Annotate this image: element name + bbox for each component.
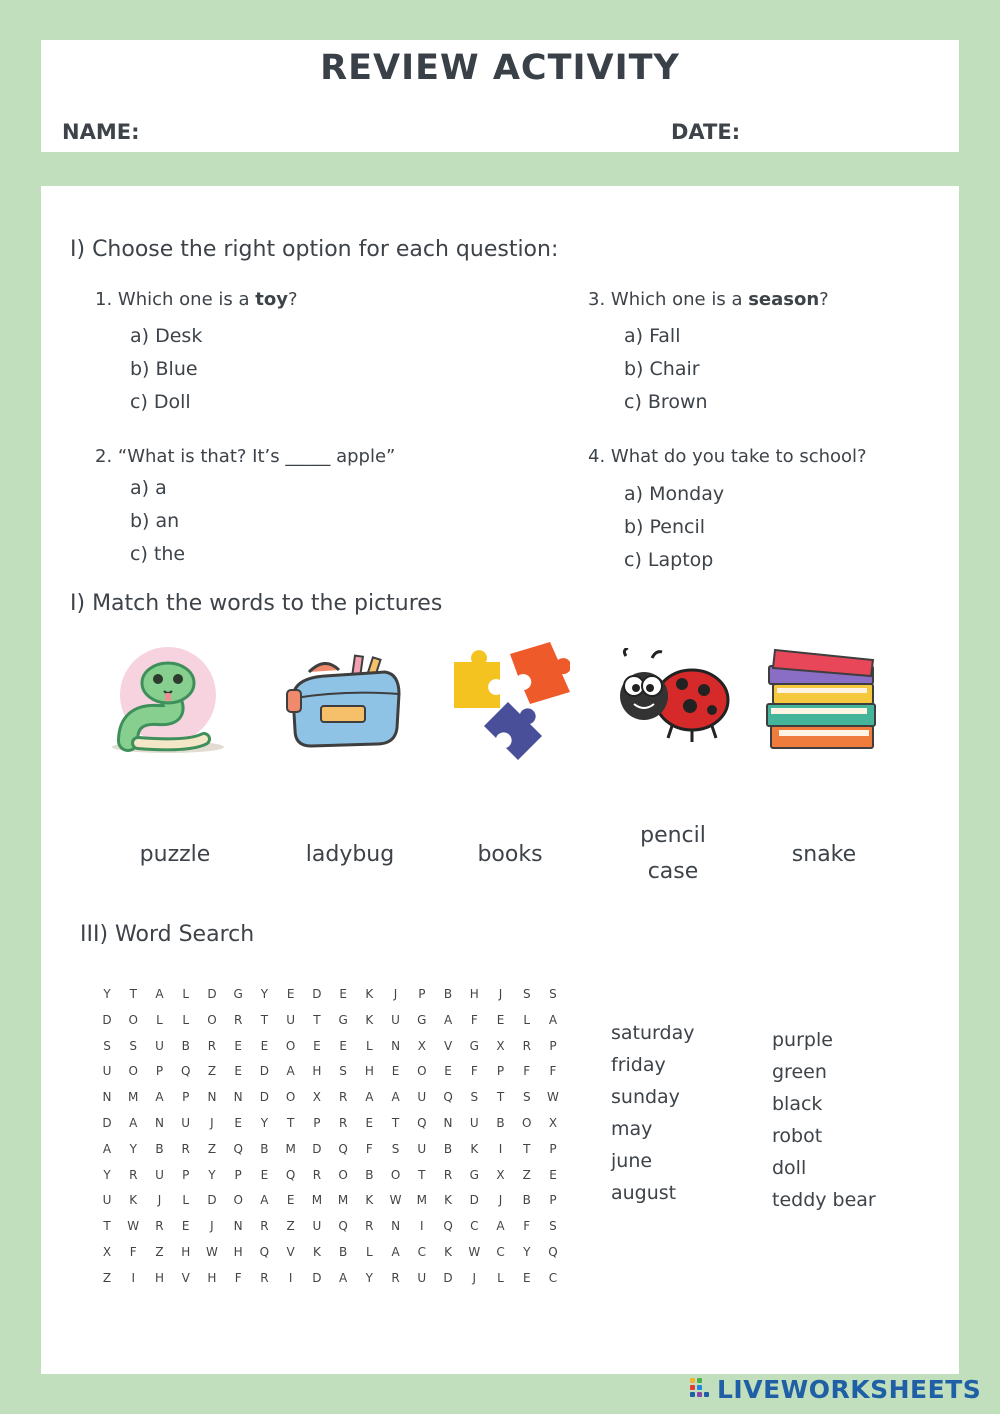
word-search-letter[interactable]: U — [417, 1090, 427, 1105]
word-search-letter[interactable]: O — [417, 1064, 427, 1079]
word-purple: purple — [772, 1029, 833, 1051]
word-search-letter[interactable]: Y — [103, 987, 111, 1001]
word-search-letter[interactable]: T — [313, 1012, 321, 1027]
word-search-letter[interactable]: H — [233, 1245, 243, 1259]
word-search-letter[interactable]: A — [391, 1090, 400, 1105]
word-search-letter[interactable]: N — [233, 1219, 243, 1234]
word-search-letter[interactable]: N — [391, 1038, 401, 1053]
word-search-letter[interactable]: O — [390, 1167, 401, 1182]
word-search-letter[interactable]: Y — [103, 1167, 111, 1182]
word-search-row[interactable] — [100, 1090, 560, 1110]
date-label: DATE: — [671, 120, 741, 144]
word-friday: friday — [611, 1054, 666, 1076]
word-search-row[interactable] — [100, 1271, 560, 1291]
word-search-letter[interactable]: W — [127, 1219, 140, 1234]
word-search-letter[interactable]: Q — [285, 1167, 296, 1182]
word-search-letter[interactable]: P — [182, 1167, 190, 1182]
word-search-letter[interactable]: A — [365, 1090, 374, 1105]
puzzle-picture[interactable] — [450, 640, 570, 760]
word-search-letter[interactable]: S — [522, 987, 531, 1001]
word-teddy-bear: teddy bear — [772, 1189, 876, 1211]
question-1-suffix: ? — [287, 289, 298, 310]
word-search-letter[interactable]: X — [548, 1116, 558, 1130]
match-word-snake[interactable]: snake — [791, 842, 857, 867]
word-search-letter[interactable]: X — [102, 1245, 112, 1259]
word-search-letter[interactable]: U — [312, 1219, 322, 1234]
word-search-letter[interactable]: U — [155, 1038, 164, 1053]
q4-option-a[interactable]: a) Monday — [624, 483, 725, 505]
word-search-letter[interactable]: J — [157, 1193, 162, 1208]
word-search-letter[interactable]: D — [443, 1270, 453, 1285]
word-search-letter[interactable]: S — [522, 1090, 531, 1105]
word-search-letter[interactable]: T — [418, 1167, 426, 1182]
word-search-letter[interactable]: E — [339, 1038, 347, 1053]
word-search-letter[interactable]: D — [469, 1193, 479, 1208]
word-search-letter[interactable]: L — [497, 1270, 504, 1285]
word-search-letter[interactable]: J — [210, 1116, 214, 1130]
word-search-letter[interactable]: U — [102, 1193, 112, 1208]
word-search-letter[interactable]: Q — [417, 1116, 427, 1130]
section2-title: I) Match the words to the pictures — [70, 591, 443, 616]
word-search-letter[interactable]: D — [259, 1064, 270, 1079]
word-saturday: saturday — [611, 1022, 695, 1044]
word-search-letter[interactable]: R — [207, 1038, 217, 1053]
q2-option-a[interactable]: a) a — [130, 477, 167, 499]
word-search-letter[interactable]: E — [286, 1193, 295, 1208]
word-search-letter[interactable]: P — [496, 1064, 505, 1079]
q1-option-b[interactable]: b) Blue — [130, 358, 198, 380]
word-search-letter[interactable]: N — [207, 1090, 217, 1105]
snake-picture[interactable] — [108, 643, 228, 755]
word-search-letter[interactable]: O — [128, 1012, 138, 1027]
word-search-letter[interactable]: R — [260, 1219, 269, 1234]
word-search-letter[interactable]: R — [338, 1090, 348, 1105]
word-search-letter[interactable]: K — [129, 1193, 138, 1208]
word-search-row[interactable] — [100, 1219, 560, 1239]
word-search-letter[interactable]: Y — [523, 1245, 531, 1259]
word-search-letter[interactable]: K — [365, 1193, 374, 1208]
word-search-row[interactable] — [100, 1064, 560, 1084]
word-search-letter[interactable]: P — [234, 1167, 242, 1182]
word-search-letter[interactable]: M — [311, 1193, 323, 1208]
word-search-letter[interactable]: U — [102, 1064, 112, 1079]
question-1-keyword: toy — [255, 289, 288, 310]
match-word-pencil-case[interactable] — [598, 818, 748, 890]
word-search-letter[interactable]: E — [391, 1064, 400, 1079]
word-search-letter[interactable]: F — [549, 1064, 557, 1079]
word-search-letter[interactable]: K — [365, 987, 374, 1001]
word-search-letter[interactable]: J — [498, 1193, 503, 1208]
word-search-letter[interactable]: Q — [443, 1219, 453, 1234]
word-search-letter[interactable]: D — [102, 1012, 112, 1027]
word-search-row[interactable] — [100, 1116, 560, 1136]
word-search-letter[interactable]: C — [548, 1270, 558, 1285]
word-search-letter[interactable]: I — [288, 1270, 293, 1285]
match-word-pencil-line2: case — [647, 859, 699, 884]
word-search-letter[interactable]: A — [129, 1116, 138, 1130]
ladybug-picture[interactable] — [612, 648, 732, 748]
word-august: august — [611, 1182, 677, 1204]
word-search-letter[interactable]: W — [547, 1090, 559, 1105]
word-search-letter[interactable]: H — [207, 1270, 217, 1285]
word-may: may — [611, 1118, 653, 1140]
word-search-letter[interactable]: P — [155, 1064, 164, 1079]
word-search-letter[interactable]: K — [444, 1193, 452, 1208]
word-search-letter[interactable]: C — [470, 1219, 479, 1234]
word-search-letter[interactable]: E — [496, 1012, 505, 1027]
word-search-letter[interactable]: H — [154, 1270, 164, 1285]
word-search-letter[interactable]: S — [339, 1064, 347, 1079]
q2-option-c[interactable]: c) the — [130, 543, 186, 565]
word-search-letter[interactable]: Y — [260, 1116, 269, 1130]
word-search-letter[interactable]: X — [496, 1167, 505, 1182]
word-search-letter[interactable]: D — [207, 1193, 217, 1208]
word-search-letter[interactable]: E — [549, 1167, 557, 1182]
word-search-letter[interactable]: K — [444, 1245, 452, 1259]
question-3 — [588, 289, 829, 310]
word-search-letter[interactable]: O — [285, 1038, 296, 1053]
word-search-letter[interactable]: L — [182, 1012, 190, 1027]
word-search-letter[interactable]: T — [496, 1090, 505, 1105]
word-search-letter[interactable]: B — [155, 1141, 164, 1156]
word-search-letter[interactable]: A — [548, 1012, 558, 1027]
word-search-letter[interactable]: O — [338, 1167, 348, 1182]
word-search-letter[interactable]: A — [286, 1064, 295, 1079]
word-search-letter[interactable]: F — [523, 1219, 531, 1234]
word-search-letter[interactable]: N — [391, 1219, 401, 1234]
word-search-letter[interactable]: F — [470, 1012, 478, 1027]
q1-option-a[interactable]: a) Desk — [130, 325, 203, 347]
word-search-letter[interactable]: X — [312, 1090, 321, 1105]
word-search-letter[interactable]: U — [155, 1167, 164, 1182]
word-search-letter[interactable]: W — [468, 1245, 481, 1259]
word-doll: doll — [772, 1157, 807, 1179]
word-search-letter[interactable]: P — [549, 1141, 557, 1156]
question-3-keyword: season — [748, 289, 820, 310]
word-search-letter[interactable]: R — [129, 1167, 138, 1182]
word-search-row[interactable] — [100, 1142, 560, 1162]
section1-title: I) Choose the right option for each question: — [70, 237, 559, 262]
word-search-letter[interactable]: M — [285, 1141, 296, 1156]
word-search-letter[interactable]: A — [496, 1219, 505, 1234]
word-search-letter[interactable]: Z — [155, 1245, 164, 1259]
question-1-prefix: Which one is a — [117, 289, 256, 310]
word-search-letter[interactable]: R — [155, 1219, 164, 1234]
word-search-letter[interactable]: F — [523, 1064, 531, 1079]
word-search-letter[interactable]: L — [523, 1012, 531, 1027]
q3-option-c[interactable]: c) Brown — [624, 391, 708, 413]
word-search-letter[interactable]: N — [154, 1116, 164, 1130]
word-search-letter[interactable]: A — [155, 987, 164, 1001]
word-search-letter[interactable]: Q — [233, 1141, 243, 1156]
word-search-letter[interactable]: K — [365, 1012, 374, 1027]
word-search-letter[interactable]: Q — [259, 1245, 270, 1259]
word-search-letter[interactable]: H — [364, 1064, 374, 1079]
word-search-letter[interactable]: H — [469, 987, 479, 1001]
question-1 — [95, 289, 298, 310]
word-search-letter[interactable]: B — [496, 1116, 505, 1130]
word-search-letter[interactable]: Q — [338, 1219, 348, 1234]
liveworksheets-logo[interactable] — [690, 1374, 981, 1404]
word-search-letter[interactable]: P — [313, 1116, 321, 1130]
word-search-letter[interactable]: W — [206, 1245, 218, 1259]
word-search-letter[interactable]: O — [285, 1090, 296, 1105]
q4-option-c[interactable]: c) Laptop — [624, 549, 714, 571]
word-search-letter[interactable]: U — [417, 1141, 427, 1156]
word-search-letter[interactable]: X — [496, 1038, 505, 1053]
question-3-suffix: ? — [819, 289, 829, 310]
word-green: green — [772, 1061, 827, 1083]
word-search-letter[interactable]: V — [181, 1270, 190, 1285]
word-search-letter[interactable]: H — [181, 1245, 191, 1259]
word-search-letter[interactable]: T — [286, 1116, 295, 1130]
word-search-letter[interactable]: C — [417, 1245, 426, 1259]
word-search-letter[interactable]: P — [418, 987, 426, 1001]
word-search-letter[interactable]: E — [365, 1116, 374, 1130]
word-search-letter[interactable]: T — [103, 1219, 111, 1234]
word-search-letter[interactable]: R — [365, 1219, 374, 1234]
match-word-ladybug[interactable]: ladybug — [305, 842, 395, 867]
word-search-letter[interactable]: F — [234, 1270, 242, 1285]
word-search-row[interactable] — [100, 1168, 560, 1188]
word-search-letter[interactable]: J — [472, 1270, 477, 1285]
word-search-letter[interactable]: B — [260, 1141, 269, 1156]
word-search-letter[interactable]: J — [393, 987, 398, 1001]
word-search-letter[interactable]: B — [365, 1167, 374, 1182]
liveworksheets-logo-text: LIVEWORKSHEETS — [717, 1374, 982, 1404]
word-search-letter[interactable]: W — [389, 1193, 402, 1208]
name-label: NAME: — [62, 120, 140, 144]
word-search-letter[interactable]: T — [129, 987, 137, 1001]
word-search-letter[interactable]: O — [522, 1116, 532, 1130]
word-search-letter[interactable]: Z — [102, 1270, 112, 1285]
word-search-letter[interactable]: B — [443, 1141, 453, 1156]
word-search-letter[interactable]: E — [234, 1038, 242, 1053]
q3-option-b[interactable]: b) Chair — [624, 358, 700, 380]
word-sunday: sunday — [611, 1086, 680, 1108]
word-search-letter[interactable]: Q — [338, 1141, 348, 1156]
word-search-letter[interactable]: S — [470, 1090, 479, 1105]
word-search-letter[interactable]: B — [522, 1193, 531, 1208]
word-search-letter[interactable]: Q — [443, 1090, 453, 1105]
word-search-letter[interactable]: G — [469, 1038, 479, 1053]
word-search-letter[interactable]: E — [234, 1064, 242, 1079]
word-search-letter[interactable]: E — [181, 1219, 190, 1234]
liveworksheets-logo-icon — [690, 1376, 714, 1402]
word-search-letter[interactable]: T — [260, 1012, 269, 1027]
word-search-letter[interactable]: H — [312, 1064, 322, 1079]
pencil-case-picture[interactable] — [285, 650, 405, 750]
word-search-letter[interactable]: Z — [207, 1141, 217, 1156]
word-search-letter[interactable]: L — [182, 987, 190, 1001]
word-search-letter[interactable]: G — [338, 1012, 348, 1027]
word-search-letter[interactable]: D — [259, 1090, 270, 1105]
word-search-letter[interactable]: N — [102, 1090, 112, 1105]
word-black: black — [772, 1093, 823, 1115]
question-3-prefix: 3. Which one is a — [588, 289, 749, 310]
word-search-letter[interactable]: R — [181, 1141, 190, 1156]
word-search-letter[interactable]: E — [339, 987, 347, 1001]
word-search-letter[interactable]: U — [286, 1012, 296, 1027]
word-search-row[interactable] — [100, 1193, 560, 1213]
word-search-letter[interactable]: D — [207, 987, 217, 1001]
word-search-letter[interactable]: M — [416, 1193, 427, 1208]
word-search-letter[interactable]: T — [391, 1116, 400, 1130]
word-search-letter[interactable]: Y — [365, 1270, 374, 1285]
word-search-letter[interactable]: A — [391, 1245, 400, 1259]
word-search-letter[interactable]: R — [443, 1167, 453, 1182]
word-search-letter[interactable]: F — [129, 1245, 137, 1259]
word-search-letter[interactable]: O — [233, 1193, 243, 1208]
word-robot: robot — [772, 1125, 823, 1147]
word-search-letter[interactable]: I — [498, 1141, 503, 1156]
word-search-letter[interactable]: E — [444, 1064, 452, 1079]
word-search-letter[interactable]: U — [469, 1116, 479, 1130]
word-search-letter[interactable]: G — [469, 1167, 479, 1182]
word-search-letter[interactable]: L — [366, 1245, 373, 1259]
word-search-letter[interactable]: G — [417, 1012, 427, 1027]
word-search-letter[interactable]: I — [131, 1270, 135, 1285]
word-search-letter[interactable]: J — [498, 987, 503, 1001]
word-search-letter[interactable]: A — [443, 1012, 453, 1027]
page-title: REVIEW ACTIVITY — [320, 48, 680, 88]
word-search-letter[interactable]: A — [339, 1270, 348, 1285]
word-search-letter[interactable]: P — [549, 1038, 557, 1053]
word-search-letter[interactable]: Z — [522, 1167, 531, 1182]
word-search-row[interactable] — [100, 1013, 560, 1033]
word-search-letter[interactable]: A — [102, 1141, 112, 1156]
word-search-letter[interactable]: F — [470, 1064, 478, 1079]
word-search-letter[interactable]: D — [312, 987, 322, 1001]
word-search-letter[interactable]: E — [234, 1116, 242, 1130]
word-search-letter[interactable]: P — [182, 1090, 190, 1105]
word-search-letter[interactable]: R — [260, 1270, 269, 1285]
word-search-letter[interactable]: B — [443, 987, 453, 1001]
word-search-letter[interactable]: Q — [548, 1245, 558, 1259]
word-search-letter[interactable]: E — [286, 987, 295, 1001]
word-search-letter[interactable]: D — [312, 1141, 322, 1156]
word-search-letter[interactable]: F — [365, 1141, 373, 1156]
word-search-letter[interactable]: E — [313, 1038, 321, 1053]
word-search-letter[interactable]: L — [182, 1193, 190, 1208]
word-search-letter[interactable]: X — [417, 1038, 426, 1053]
word-search-letter[interactable]: U — [417, 1270, 427, 1285]
word-search-letter[interactable]: R — [338, 1116, 348, 1130]
word-search-letter[interactable]: P — [549, 1193, 557, 1208]
q3-option-a[interactable]: a) Fall — [624, 325, 681, 347]
word-search-letter[interactable]: Q — [180, 1064, 191, 1079]
q4-option-b[interactable]: b) Pencil — [624, 516, 706, 538]
word-search-letter[interactable]: J — [210, 1219, 214, 1234]
word-search-letter[interactable]: S — [103, 1038, 111, 1053]
word-search-letter[interactable]: E — [260, 1167, 269, 1182]
word-search-letter[interactable]: N — [443, 1116, 453, 1130]
word-search-letter[interactable]: G — [233, 987, 243, 1001]
match-word-puzzle[interactable]: puzzle — [139, 842, 211, 867]
word-search-letter[interactable]: E — [260, 1038, 269, 1053]
word-search-letter[interactable]: S — [391, 1141, 400, 1156]
word-search-letter[interactable]: A — [155, 1090, 164, 1105]
word-search-letter[interactable]: Y — [260, 987, 269, 1001]
section3-title: III) Word Search — [80, 922, 255, 947]
word-search-letter[interactable]: Y — [208, 1167, 216, 1182]
word-search-row[interactable] — [100, 1039, 560, 1059]
word-search-letter[interactable]: R — [391, 1270, 400, 1285]
word-search-letter[interactable]: Z — [207, 1064, 217, 1079]
word-search-letter[interactable]: R — [312, 1167, 322, 1182]
word-search-letter[interactable]: Y — [129, 1141, 137, 1156]
question-4: 4. What do you take to school? — [588, 446, 867, 467]
question-2: 2. “What is that? It’s _____ apple” — [95, 446, 396, 467]
word-search-letter[interactable]: K — [312, 1245, 321, 1259]
word-search-letter[interactable]: U — [391, 1012, 400, 1027]
word-search-letter[interactable]: D — [102, 1116, 112, 1130]
word-search-letter[interactable]: M — [128, 1090, 139, 1105]
word-search-letter[interactable]: N — [233, 1090, 243, 1105]
word-june: june — [611, 1150, 653, 1172]
word-search-letter[interactable]: I — [420, 1219, 424, 1234]
word-search-letter[interactable]: S — [129, 1038, 138, 1053]
word-search-letter[interactable]: A — [260, 1193, 269, 1208]
word-search-letter[interactable]: B — [181, 1038, 190, 1053]
question-1-number: 1. — [95, 289, 113, 310]
word-search-letter[interactable]: C — [496, 1245, 505, 1259]
word-search-letter[interactable]: T — [523, 1141, 531, 1156]
word-search-letter[interactable]: R — [234, 1012, 243, 1027]
word-search-letter[interactable]: S — [549, 1219, 557, 1234]
q1-option-c[interactable]: c) Doll — [130, 391, 191, 413]
match-word-books[interactable]: books — [477, 842, 543, 867]
word-search-letter[interactable]: L — [366, 1038, 373, 1053]
word-search-letter[interactable]: R — [522, 1038, 531, 1053]
word-search-letter[interactable]: B — [338, 1245, 348, 1259]
word-search-row[interactable] — [100, 987, 560, 1007]
word-search-letter[interactable]: S — [549, 987, 557, 1001]
books-picture[interactable] — [765, 646, 881, 756]
word-search-letter[interactable]: E — [522, 1270, 531, 1285]
word-search-letter[interactable]: V — [286, 1245, 295, 1259]
word-search-letter[interactable]: D — [312, 1270, 322, 1285]
word-search-letter[interactable]: O — [207, 1012, 217, 1027]
q2-option-b[interactable]: b) an — [130, 510, 180, 532]
word-search-letter[interactable]: V — [443, 1038, 453, 1053]
word-search-letter[interactable]: K — [470, 1141, 479, 1156]
word-search-letter[interactable]: M — [337, 1193, 349, 1208]
word-search-letter[interactable]: U — [181, 1116, 191, 1130]
word-search-letter[interactable]: L — [156, 1012, 163, 1027]
word-search-letter[interactable]: O — [128, 1064, 138, 1079]
word-search-letter[interactable]: Z — [286, 1219, 295, 1234]
match-word-pencil-line1: pencil — [640, 823, 706, 848]
word-search-row[interactable] — [100, 1245, 560, 1265]
